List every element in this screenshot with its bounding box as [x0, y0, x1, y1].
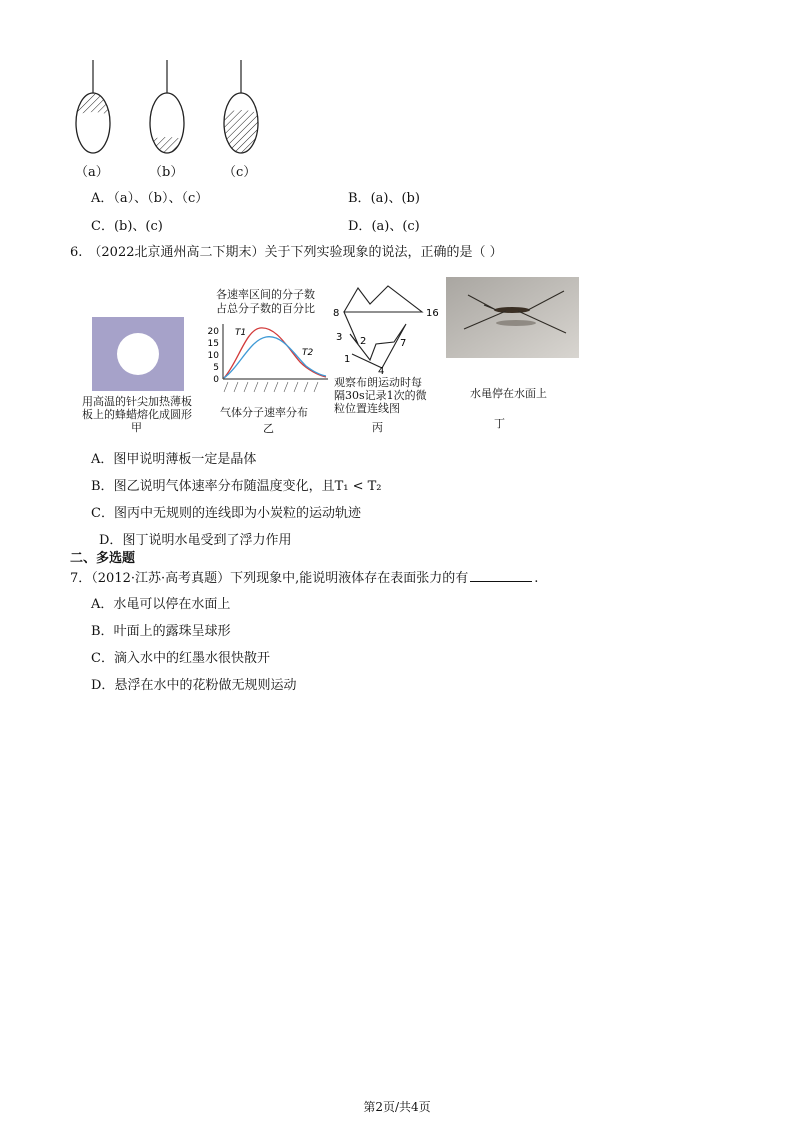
t2-label: T2 [302, 348, 314, 358]
y-tick-20: 20 [208, 327, 219, 337]
q7-option-d: D．悬浮在水中的花粉做无规则运动 [91, 678, 297, 693]
point-2: 2 [360, 336, 367, 347]
yi-caption: 气体分子速率分布 [220, 406, 308, 419]
bing-caption-3: 粒位置连线图 [334, 402, 400, 415]
q5-option-c: C．(b)、(c) [91, 219, 163, 234]
y-tick-0: 0 [213, 375, 219, 385]
y-tick-10: 10 [208, 351, 219, 361]
strider-reflection [496, 320, 536, 326]
water-strider-photo [446, 277, 579, 358]
speed-distribution-chart [208, 318, 333, 404]
y-tick-5: 5 [213, 363, 219, 373]
ellipse-c [222, 60, 260, 154]
q6-option-d: D．图丁说明水黾受到了浮力作用 [99, 533, 292, 548]
point-16: 16 [426, 308, 439, 319]
t1-label: T1 [235, 328, 247, 338]
jia-label: 甲 [131, 421, 142, 434]
plate-figure [92, 317, 184, 391]
point-7: 7 [400, 338, 407, 349]
ellipse-b [148, 60, 186, 154]
jia-caption-1: 用高温的针尖加热薄板 [82, 395, 192, 408]
q7-option-b: B．叶面上的露珠呈球形 [91, 624, 231, 639]
ding-caption: 水黾停在水面上 [470, 387, 547, 400]
page-footer: 第2页/共4页 [363, 1100, 431, 1114]
q6-option-c: C．图丙中无规则的连线即为小炭粒的运动轨迹 [91, 506, 361, 521]
section-title-multi-choice: 二、多选题 [70, 551, 136, 566]
melted-wax-circle [117, 333, 159, 375]
yi-label: 乙 [263, 422, 274, 435]
y-tick-15: 15 [208, 339, 219, 349]
ellipse-a [74, 60, 112, 153]
trace-line [344, 286, 422, 368]
q5-option-b: B．(a)、(b) [348, 191, 420, 206]
fig-label-a: （a） [75, 165, 109, 180]
bing-label: 丙 [372, 421, 383, 434]
x-tick-labels [224, 382, 318, 392]
q5-option-a: A．（a）、（b）、（c） [91, 191, 209, 206]
point-3: 3 [336, 332, 343, 343]
point-4: 4 [378, 366, 385, 374]
q5-figure [60, 58, 280, 168]
yi-title-2: 占总分子数的百分比 [216, 302, 315, 315]
bing-caption-2: 隔30s记录1次的微 [334, 389, 427, 402]
point-8: 8 [333, 308, 340, 319]
q6-stem: 6. （2022北京通州高二下期末）关于下列实验现象的说法，正确的是（ ） [70, 245, 503, 260]
q6-option-b: B．图乙说明气体速率分布随温度变化，且T₁ < T₂ [91, 479, 382, 494]
q7-stem: 7．（2012·江苏·高考真题）下列现象中,能说明液体存在表面张力的有 . [70, 571, 539, 586]
ding-label: 丁 [494, 417, 505, 430]
fig-label-b: （b） [149, 165, 184, 180]
q5-option-d: D．(a)、(c) [348, 219, 420, 234]
q7-option-c: C．滴入水中的红墨水很快散开 [91, 651, 270, 666]
answer-blank [470, 569, 532, 582]
q7-option-a: A．水黾可以停在水面上 [91, 597, 231, 612]
fig-label-c: （c） [223, 165, 257, 180]
bing-caption-1: 观察布朗运动时每 [334, 376, 422, 389]
yi-title-1: 各速率区间的分子数 [216, 288, 315, 301]
brownian-trace [330, 282, 445, 374]
jia-caption-2: 板上的蜂蜡熔化成圆形 [82, 408, 192, 421]
point-1: 1 [344, 354, 351, 365]
q6-option-a: A．图甲说明薄板一定是晶体 [91, 452, 257, 467]
